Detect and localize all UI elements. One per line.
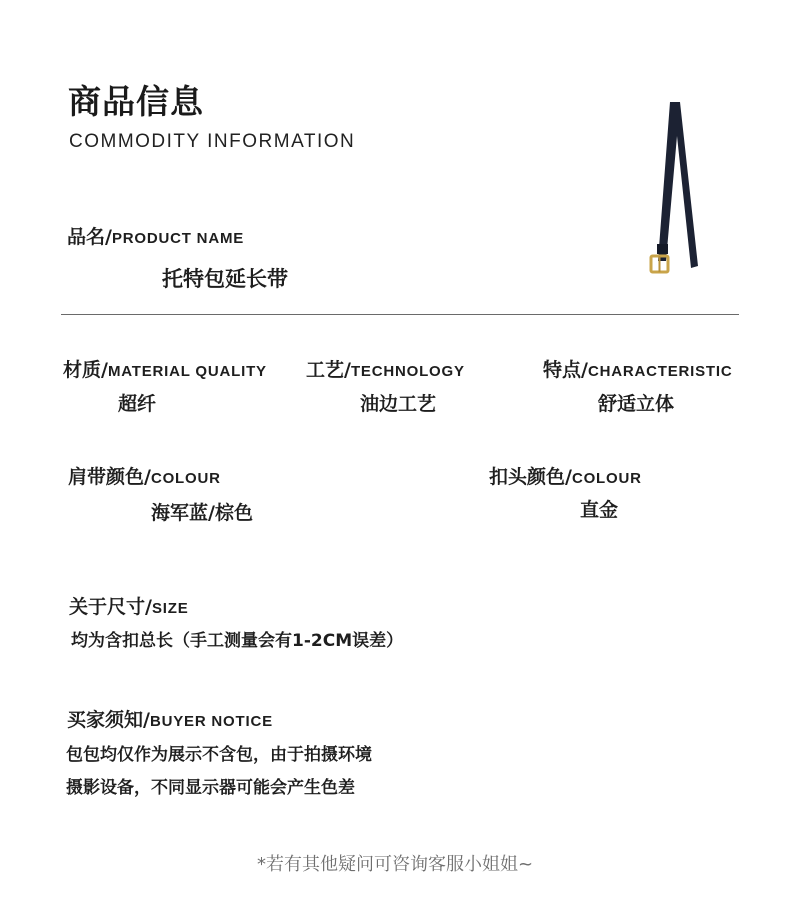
section-divider [61, 314, 739, 315]
characteristic-label [543, 355, 732, 382]
buckle-colour-label-en: COLOUR [571, 470, 642, 487]
buckle-colour-value: 直金 [580, 499, 619, 521]
strap-hole [684, 225, 686, 227]
size-text: 均为含扣总长（手工测量会有1-2CM误差） [71, 631, 404, 651]
product-name-value: 托特包延长带 [162, 267, 288, 291]
strap-colour-label-en: COLOUR [150, 470, 221, 487]
characteristic-label-cn: 特点/ [543, 359, 588, 381]
buyer-notice-label-cn: 买家须知/ [67, 709, 150, 731]
product-name-label-en: PRODUCT NAME [111, 230, 245, 247]
page-title: 商品信息 [68, 82, 204, 121]
strap-colour-value: 海军蓝/棕色 [151, 502, 253, 524]
buyer-notice-label-en: BUYER NOTICE [149, 713, 273, 730]
material-value: 超纤 [118, 393, 157, 415]
product-name-label [67, 222, 244, 249]
buyer-notice-label [67, 705, 273, 732]
strap-colour-label-cn: 肩带颜色/ [68, 466, 151, 488]
characteristic-value: 舒适立体 [598, 393, 675, 415]
strap-loop [657, 244, 668, 254]
size-label-cn: 关于尺寸/ [69, 596, 152, 618]
characteristic-label-en: CHARACTERISTIC [587, 363, 733, 380]
belt-strap-image [630, 96, 720, 282]
material-label [63, 355, 267, 382]
size-label [69, 592, 189, 619]
buyer-notice-line-1: 包包均仅作为展示不含包，由于拍摄环境 [66, 745, 372, 765]
page-subtitle: COMMODITY INFORMATION [69, 131, 356, 152]
strap-body [658, 102, 698, 268]
footer-note: *若有其他疑问可咨询客服小姐姐~ [256, 854, 534, 875]
buckle-colour-label-cn: 扣头颜色/ [489, 466, 572, 488]
strap-colour-label [68, 462, 221, 489]
buckle-colour-label [489, 462, 642, 489]
product-name-label-cn: 品名/ [67, 226, 112, 248]
technology-value: 油边工艺 [360, 393, 437, 415]
buyer-notice-line-2: 摄影设备，不同显示器可能会产生色差 [66, 778, 355, 798]
technology-label-en: TECHNOLOGY [350, 363, 465, 380]
material-label-en: MATERIAL QUALITY [107, 363, 267, 380]
size-label-en: SIZE [151, 600, 189, 617]
technology-label [306, 355, 465, 382]
material-label-cn: 材质/ [63, 359, 108, 381]
technology-label-cn: 工艺/ [306, 359, 351, 381]
